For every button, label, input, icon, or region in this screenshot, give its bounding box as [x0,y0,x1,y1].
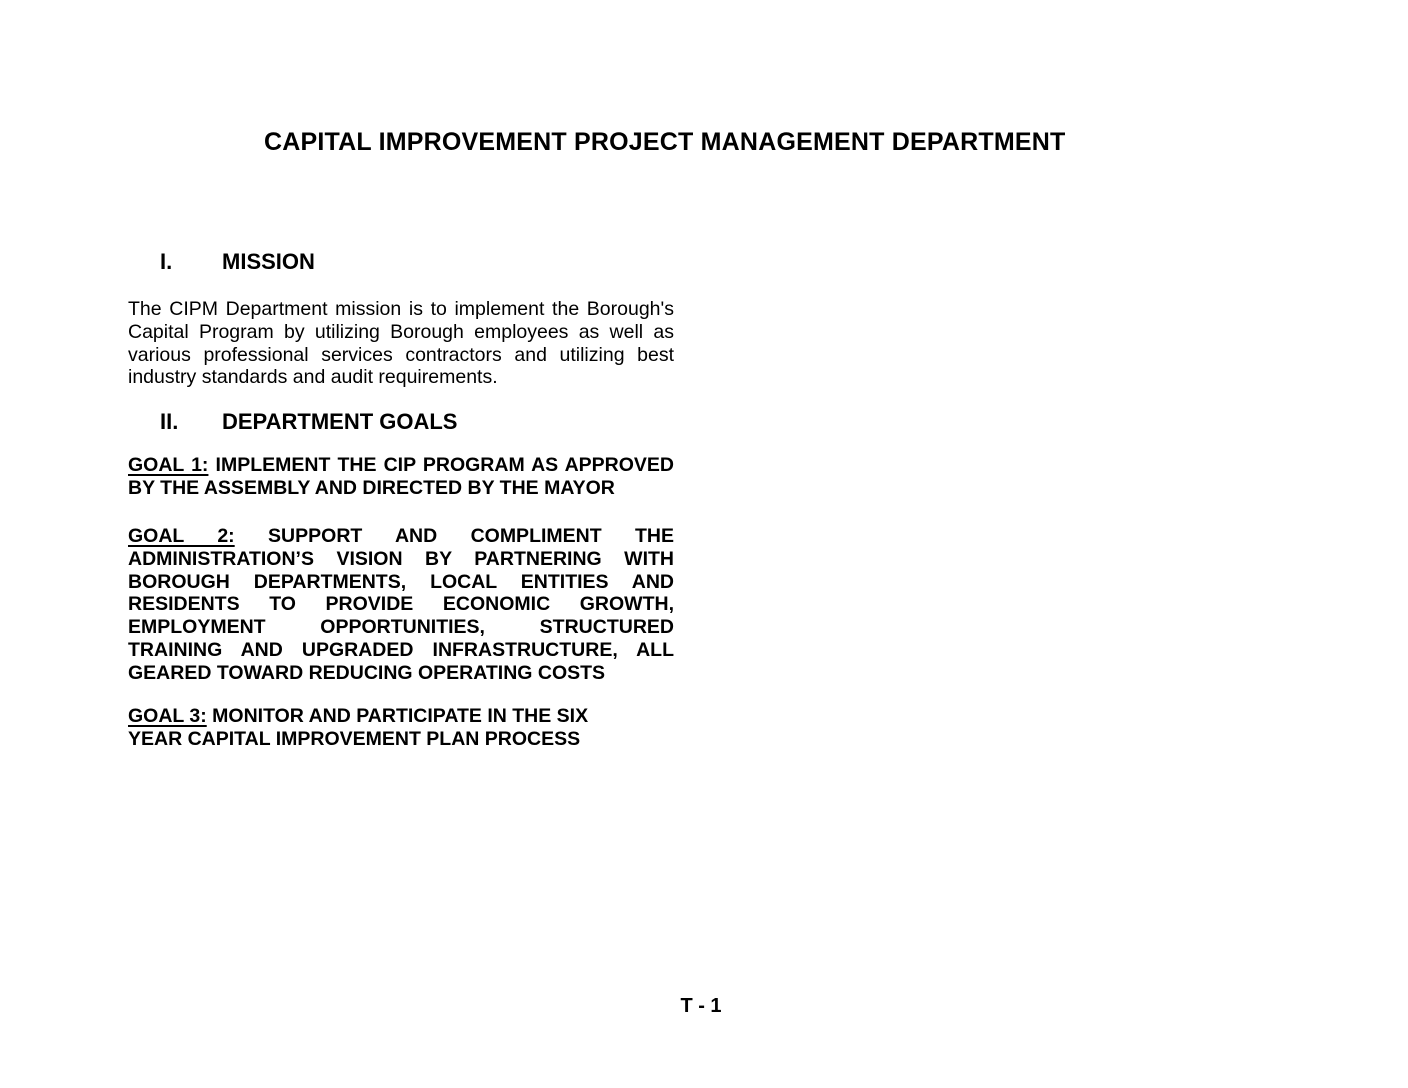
goal3-label: GOAL 3: [128,705,207,727]
mission-line: various professional services contractors and utilizing best [128,343,674,366]
mission-line: The CIPM Department mission is to implement the Borough's [128,298,674,320]
goals-heading-label: DEPARTMENT GOALS [222,409,458,434]
document-title: CAPITAL IMPROVEMENT PROJECT MANAGEMENT DEPARTMENT [264,128,1066,156]
goal2-label: GOAL 2: [128,525,235,547]
page-number-footer: T - 1 [680,995,722,1017]
mission-heading-label: MISSION [222,249,315,274]
goal1-line: BY THE ASSEMBLY AND DIRECTED BY THE MAYOR [128,476,615,499]
mission-line: industry standards and audit requirements. [128,366,498,389]
goal3-paragraph [128,705,674,751]
goal1-line [128,454,674,477]
goal2-line: BOROUGH DEPARTMENTS, LOCAL ENTITIES AND [128,570,674,593]
goal1-label: GOAL 1: [128,454,209,476]
mission-paragraph [128,298,674,389]
goal2-line [128,525,674,548]
mission-numeral: I. [160,249,173,274]
goal2-line: RESIDENTS TO PROVIDE ECONOMIC GROWTH, [128,593,674,616]
goal2-line-rest: SUPPORT AND COMPLIMENT THE [234,525,675,547]
goal2-line: GEARED TOWARD REDUCING OPERATING COSTS [128,661,606,684]
goals-section-heading [160,410,457,434]
goal2-line: ADMINISTRATION’S VISION BY PARTNERING WITH [128,547,674,570]
mission-section-heading [160,250,315,274]
mission-line: Capital Program by utilizing Borough employees as well as [128,320,674,343]
goal1-line-rest: IMPLEMENT THE CIP PROGRAM AS APPROVED [208,454,675,476]
goal1-paragraph [128,454,674,500]
goal2-line: TRAINING AND UPGRADED INFRASTRUCTURE, ALL [128,638,674,661]
goals-numeral: II. [160,409,179,434]
goal3-line [128,705,674,728]
goal3-line-rest: MONITOR AND PARTICIPATE IN THE SIX [206,705,589,727]
goal2-paragraph [128,525,674,685]
goal3-line: YEAR CAPITAL IMPROVEMENT PLAN PROCESS [128,727,581,750]
goal2-line: EMPLOYMENT OPPORTUNITIES, STRUCTURED [128,616,674,639]
